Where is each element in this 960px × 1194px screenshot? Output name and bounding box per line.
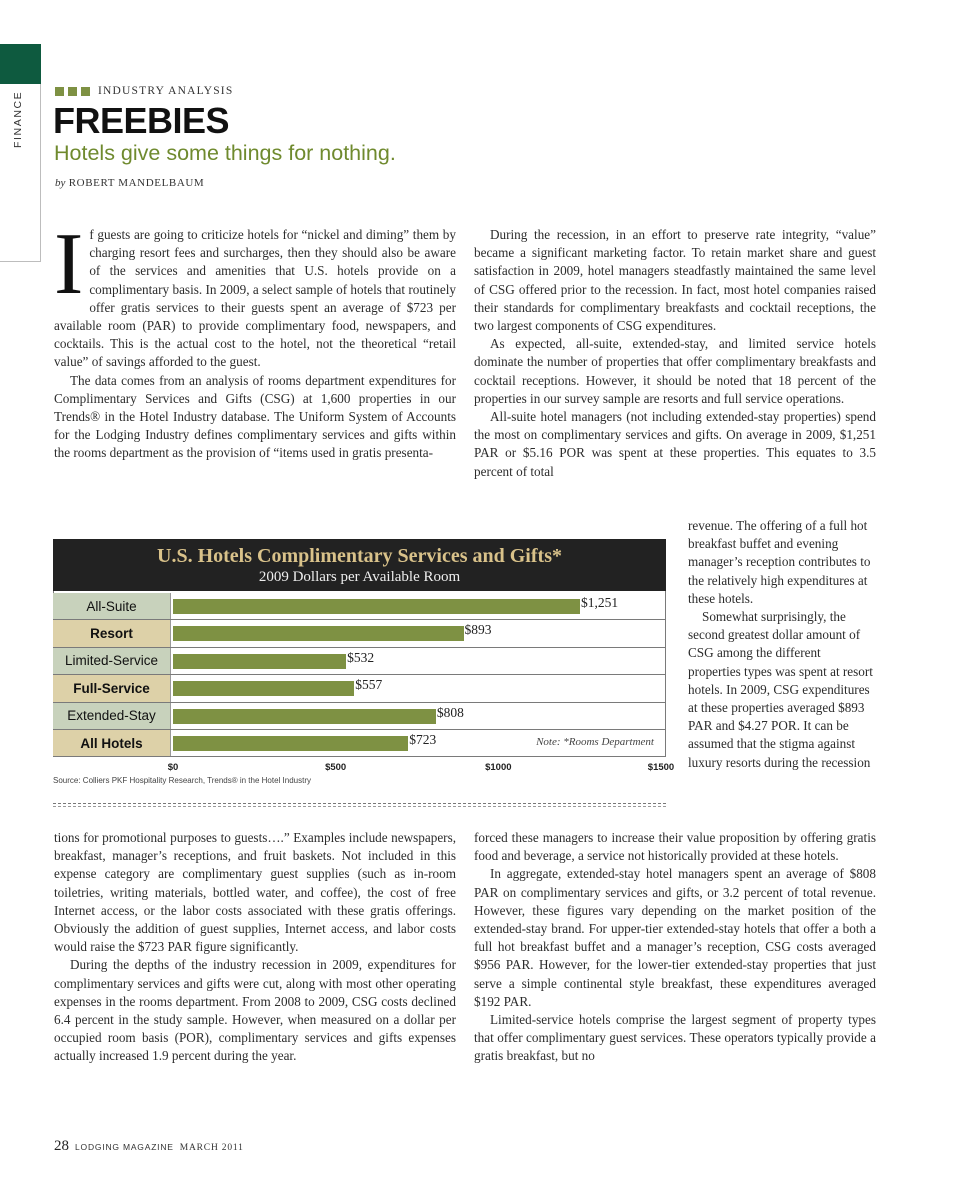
chart-bar [173,599,580,614]
page-number: 28 [54,1138,69,1154]
chart-category-label: All Hotels [53,730,171,756]
column-upper-left [54,216,456,463]
chart-category-label: Resort [53,620,171,646]
chart-source: Source: Colliers PKF Hospitality Research, Trends® in the Hotel Industry [53,776,311,785]
chart-header [53,539,666,591]
chart-data-label: $893 [464,622,492,638]
paragraph: During the depths of the industry recession in 2009, expenditures for complimentary services and gifts were cut, along with most other operating expenses in the rooms department. From 2008 to 2009, CSG costs declined 6.4 percent in the study sample. However, when measured on a dollar per occupied room basis (POR), complimentary services and gifts expenses actually increased 1.9 percent during the year. [54,957,456,1064]
chart-bar [173,626,464,641]
bar-chart [53,539,675,789]
chart-tick-label: $0 [167,762,179,773]
section-divider [40,84,41,262]
square-bullet-icon [68,87,77,96]
kicker-text: INDUSTRY ANALYSIS [98,85,234,97]
column-upper-right [474,226,876,481]
square-bullet-icon [81,87,90,96]
headline: FREEBIES [53,100,230,141]
section-label: FINANCE [12,90,24,148]
column-wrap [688,517,874,772]
paragraph: revenue. The offering of a full hot breakfast buffet and evening manager’s reception contributes to the relatively high expenditures at these hotels. [688,518,871,606]
chart-row [53,675,666,702]
chart-bar [173,654,346,669]
paragraph [54,216,456,372]
divider-dashed [53,806,666,807]
chart-category-label: Full-Service [53,675,171,701]
chart-tick-label: $500 [325,762,347,773]
section-tab [0,44,41,84]
paragraph: forced these managers to increase their value proposition by offering gratis food and beverage, a service not historically provided at these hotels. [474,830,876,864]
paragraph: Somewhat surprisingly, the second greatest dollar amount of CSG among the different properties types was spent at resort hotels. In 2009, CSG expenditures at these properties averaged $893 PAR and $4.27 POR. It can be assumed that the stigma against luxury resorts during the recession [688,609,873,770]
chart-data-label: $808 [436,704,464,720]
chart-data-label: $1,251 [580,595,619,610]
chart-note: Note: *Rooms Department [536,736,654,748]
chart-category-label: All-Suite [53,593,171,619]
column-lower-left [54,829,456,1066]
paragraph: The data comes from an analysis of rooms department expenditures for Complimentary Services and Gifts (CSG) at 1,600 properties in our Trends® in the Hotel Industry database. The Uniform System of Accounts for the Lodging Industry defines complimentary services and gifts within the rooms department as the provision of “items used in gratis presenta- [54,372,456,461]
chart-tick-label: $1000 [485,762,512,773]
drop-cap: I [54,216,84,313]
page-footer [54,1138,244,1155]
issue-date: MARCH 2011 [179,1143,244,1153]
chart-data-label: $723 [409,732,437,747]
square-bullet-icon [55,87,64,96]
chart-subtitle: 2009 Dollars per Available Room [258,569,461,585]
paragraph: Limited-service hotels comprise the largest segment of property types that offer complimentary guest services. These operators typically provide a gratis breakfast, but no [474,1012,876,1064]
chart-row [53,593,666,620]
chart-row [53,620,666,647]
paragraph: As expected, all-suite, extended-stay, and limited service hotels dominate the number of properties that offer complimentary breakfasts and cocktail receptions. However, it should be noted that 18 percent of the properties in our survey sample are resorts and full service operations. [474,336,876,406]
chart-tick-label: $1500 [647,762,675,773]
paragraph-text: f guests are going to criticize hotels for “nickel and diming” them by charging resort fees and surcharges, then they should also be aware of the services and amenities that U.S. hotels provide on a complimentary basis. In 2009, a select sample of hotels that routinely offer gratis services to their guests spent an average of $723 per available room (PAR) to provide complimentary food, newspapers, and cocktails. This is the actual cost to the hotel, not the theoretical “retail value” of savings afforded to the guest. [54,227,456,370]
chart-bar [173,681,354,696]
chart-bar [173,736,408,751]
divider-dashed [53,803,666,804]
paragraph: All-suite hotel managers (not including extended-stay properties) spend the most on complimentary services and gifts. On average in 2009, $1,251 PAR or $5.16 POR was spent at these properties. This equates to 3.5 percent of total [474,409,876,479]
chart-category-label: Limited-Service [53,648,171,674]
chart-row [53,648,666,675]
paragraph: In aggregate, extended-stay hotel managers spent an average of $808 PAR on complimentary services and gifts, or 3.2 percent of total revenue. However, these figures vary depending on the market position of the extended-stay brand. For upper-tier extended-stay hotels that offer a both a full hot breakfast buffet and a manager’s reception, CSG costs averaged $956 PAR. However, for the lower-tier extended-stay properties that just serve a simple continental style breakfast, these expenditures averaged $192 PAR. [474,866,876,1009]
section-divider-bottom [0,261,41,262]
chart-bar [173,709,436,724]
subhead: Hotels give some things for nothing. [54,141,396,165]
chart-category-label: Extended-Stay [53,703,171,729]
chart-data-label: $557 [355,677,383,693]
column-lower-right [474,829,876,1066]
byline-author: ROBERT MANDELBAUM [68,177,205,189]
chart-title: U.S. Hotels Complimentary Services and Gifts* [157,545,562,567]
paragraph: tions for promotional purposes to guests….” Examples include newspapers, breakfast, manager’s receptions, and fruit baskets. Not included in this expense category are complimentary guest supplies (such as in-room toiletries, writing materials, bottled water, and coffee), the cost of free Internet access, or the labor costs associated with these gratis offerings. Obviously the addition of guest supplies, Internet access, and labor costs would raise the $723 PAR figure significantly. [54,830,456,955]
paragraph: During the recession, in an effort to preserve rate integrity, “value” became a significant marketing factor. To retain market share and guest satisfaction in 2009, hotel managers steadfastly maintained the same level of CSG offered prior to the recession. In fact, most hotel companies raised their standards for complimentary breakfasts and cocktail receptions, the two largest components of CSG expenditures. [474,227,876,334]
chart-data-label: $532 [347,649,375,665]
byline [55,177,204,189]
kicker [55,85,233,97]
byline-by: by [55,177,66,189]
chart-row [53,703,666,730]
magazine-name: LODGING MAGAZINE [75,1142,174,1152]
chart-row [53,730,666,757]
